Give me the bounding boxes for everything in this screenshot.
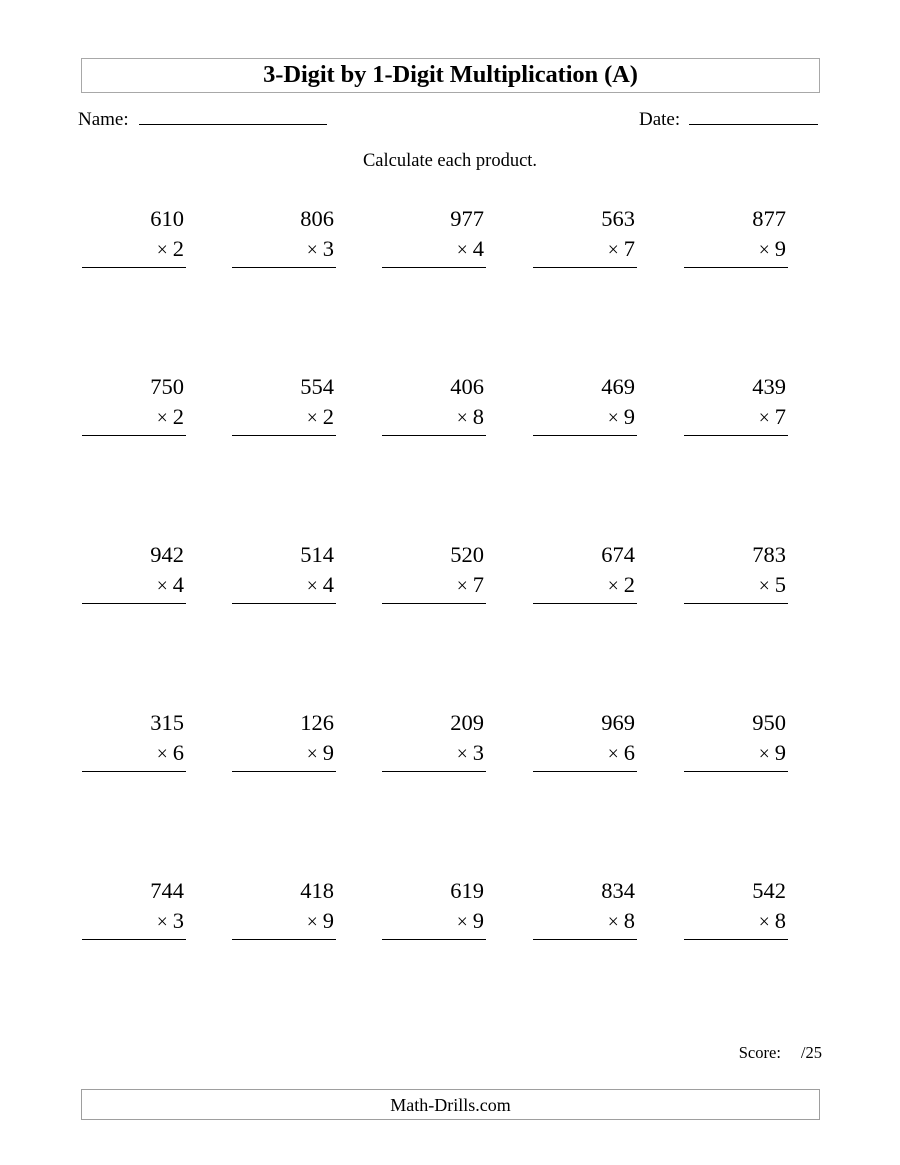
multiplicand: 514 [300,542,334,567]
multiplier: 3 [172,907,184,933]
multiplier-rule [382,739,486,772]
multiplier: 3 [472,739,484,765]
problem-cell[interactable] [684,709,788,772]
multiplicand: 877 [752,206,786,231]
problem-cell[interactable] [82,877,186,940]
multiply-sign-icon: × [607,575,619,597]
multiply-sign-icon: × [456,911,468,933]
problem-row [0,541,900,709]
multiplicand: 315 [150,710,184,735]
multiplier-rule [82,739,186,772]
multiplier-line [533,571,637,600]
multiplicand: 563 [601,206,635,231]
problem-cell[interactable] [232,877,336,940]
multiply-sign-icon: × [456,743,468,765]
problem-cell[interactable] [533,709,637,772]
score-label: Score: [738,1043,781,1062]
multiply-sign-icon: × [306,911,318,933]
multiply-sign-icon: × [306,407,318,429]
multiply-sign-icon: × [156,239,168,261]
multiplier-line [82,571,186,600]
problem-cell[interactable] [382,541,486,604]
multiplier: 6 [172,739,184,765]
problem-cell[interactable] [684,541,788,604]
multiplier: 9 [774,739,786,765]
footer-site-name: Math-Drills.com [390,1094,511,1115]
multiply-sign-icon: × [156,575,168,597]
multiplier: 9 [774,235,786,261]
multiplier-line [82,235,186,264]
multiplier-rule [382,235,486,268]
multiplier-line [232,571,336,600]
multiplicand: 750 [150,374,184,399]
name-date-row [78,108,822,136]
problem-row [0,709,900,877]
multiplier: 2 [322,403,334,429]
problem-cell[interactable] [232,709,336,772]
problem-cell[interactable] [382,205,486,268]
multiply-sign-icon: × [306,575,318,597]
multiplier: 9 [322,739,334,765]
multiplier-rule [232,403,336,436]
multiplier: 8 [774,907,786,933]
multiplicand: 520 [450,542,484,567]
problem-cell[interactable] [82,709,186,772]
multiplier-line [533,907,637,936]
score-line [0,1045,822,1062]
multiplier: 8 [472,403,484,429]
multiply-sign-icon: × [607,743,619,765]
multiplier-rule [232,739,336,772]
multiplier-rule [82,235,186,268]
name-field[interactable] [78,108,327,136]
multiply-sign-icon: × [607,407,619,429]
multiplier: 7 [623,235,635,261]
multiply-sign-icon: × [607,239,619,261]
multiplier-line [82,403,186,432]
multiplier-line [232,739,336,768]
multiplier: 6 [623,739,635,765]
multiplier: 4 [172,571,184,597]
problem-cell[interactable] [232,205,336,268]
multiplicand: 469 [601,374,635,399]
multiplicand: 674 [601,542,635,567]
name-input-rule[interactable] [139,108,327,125]
multiply-sign-icon: × [156,911,168,933]
multiply-sign-icon: × [456,407,468,429]
multiplier-rule [82,571,186,604]
problem-cell[interactable] [82,541,186,604]
problem-cell[interactable] [533,877,637,940]
multiplicand: 783 [752,542,786,567]
multiplier: 2 [172,235,184,261]
multiplier: 7 [472,571,484,597]
multiplicand: 977 [450,206,484,231]
multiplicand: 834 [601,878,635,903]
problem-row [0,877,900,1045]
multiplicand: 418 [300,878,334,903]
multiplier-rule [382,571,486,604]
problem-cell[interactable] [382,709,486,772]
multiplier-line [382,235,486,264]
multiplier-rule [232,571,336,604]
multiply-sign-icon: × [156,407,168,429]
multiply-sign-icon: × [306,239,318,261]
multiply-sign-icon: × [456,575,468,597]
multiply-sign-icon: × [156,743,168,765]
multiplicand: 744 [150,878,184,903]
multiplier-line [533,403,637,432]
problem-cell[interactable] [533,541,637,604]
multiplicand: 542 [752,878,786,903]
multiply-sign-icon: × [758,911,770,933]
multiply-sign-icon: × [758,239,770,261]
multiply-sign-icon: × [758,743,770,765]
multiplier-line [684,571,788,600]
multiplier-line [533,235,637,264]
multiplier-line [533,739,637,768]
problem-cell[interactable] [382,877,486,940]
multiplier: 8 [623,907,635,933]
problem-row [0,205,900,373]
multiplier: 2 [623,571,635,597]
problem-cell[interactable] [684,205,788,268]
multiply-sign-icon: × [306,743,318,765]
multiplicand: 806 [300,206,334,231]
footer-box [81,1089,820,1120]
multiplier-rule [533,235,637,268]
multiplier-rule [684,403,788,436]
problem-cell[interactable] [232,373,336,436]
multiplier-rule [382,907,486,940]
worksheet-title-box [81,58,820,93]
multiplier-line [382,571,486,600]
multiplier-line [684,235,788,264]
problem-cell[interactable] [82,373,186,436]
multiplicand: 610 [150,206,184,231]
multiplier-rule [232,235,336,268]
problem-cell[interactable] [533,373,637,436]
problem-row [0,373,900,541]
multiplicand: 942 [150,542,184,567]
multiplier: 5 [774,571,786,597]
multiplicand: 619 [450,878,484,903]
multiplier: 9 [472,907,484,933]
multiplier: 3 [322,235,334,261]
multiplier: 9 [322,907,334,933]
multiplier: 4 [322,571,334,597]
multiplicand: 406 [450,374,484,399]
multiplier-rule [684,739,788,772]
multiplier-line [232,235,336,264]
multiplier-rule [684,235,788,268]
multiplier-rule [533,403,637,436]
multiplier: 9 [623,403,635,429]
multiplier-line [82,739,186,768]
problem-cell[interactable] [82,205,186,268]
problem-grid [0,205,900,1045]
multiplier-rule [533,571,637,604]
multiplicand: 126 [300,710,334,735]
multiply-sign-icon: × [758,407,770,429]
multiplier: 7 [774,403,786,429]
problem-cell[interactable] [232,541,336,604]
multiplier-rule [684,907,788,940]
multiplicand: 950 [752,710,786,735]
multiplier-rule [533,907,637,940]
multiplicand: 969 [601,710,635,735]
multiplier-line [684,907,788,936]
multiplier-line [382,739,486,768]
date-field[interactable] [639,108,818,136]
page-title: 3-Digit by 1-Digit Multiplication (A) [263,61,638,89]
multiplier: 2 [172,403,184,429]
problem-cell[interactable] [533,205,637,268]
multiplier-line [684,739,788,768]
problem-cell[interactable] [382,373,486,436]
multiplier-line [684,403,788,432]
multiplier-rule [82,403,186,436]
multiplier-rule [82,907,186,940]
multiply-sign-icon: × [607,911,619,933]
multiplier: 4 [472,235,484,261]
multiplier-rule [684,571,788,604]
multiplicand: 439 [752,374,786,399]
multiplier-line [232,907,336,936]
multiply-sign-icon: × [758,575,770,597]
instruction-text: Calculate each product. [362,151,538,171]
multiplier-line [382,907,486,936]
multiplier-line [382,403,486,432]
multiplier-line [232,403,336,432]
date-label: Date: [639,109,681,130]
multiplicand: 554 [300,374,334,399]
multiplicand: 209 [450,710,484,735]
problem-cell[interactable] [684,373,788,436]
name-label: Name: [78,109,129,130]
multiplier-line [82,907,186,936]
score-total: /25 [800,1043,822,1062]
date-input-rule[interactable] [689,108,818,125]
multiplier-rule [382,403,486,436]
multiplier-rule [533,739,637,772]
multiply-sign-icon: × [456,239,468,261]
problem-cell[interactable] [684,877,788,940]
multiplier-rule [232,907,336,940]
